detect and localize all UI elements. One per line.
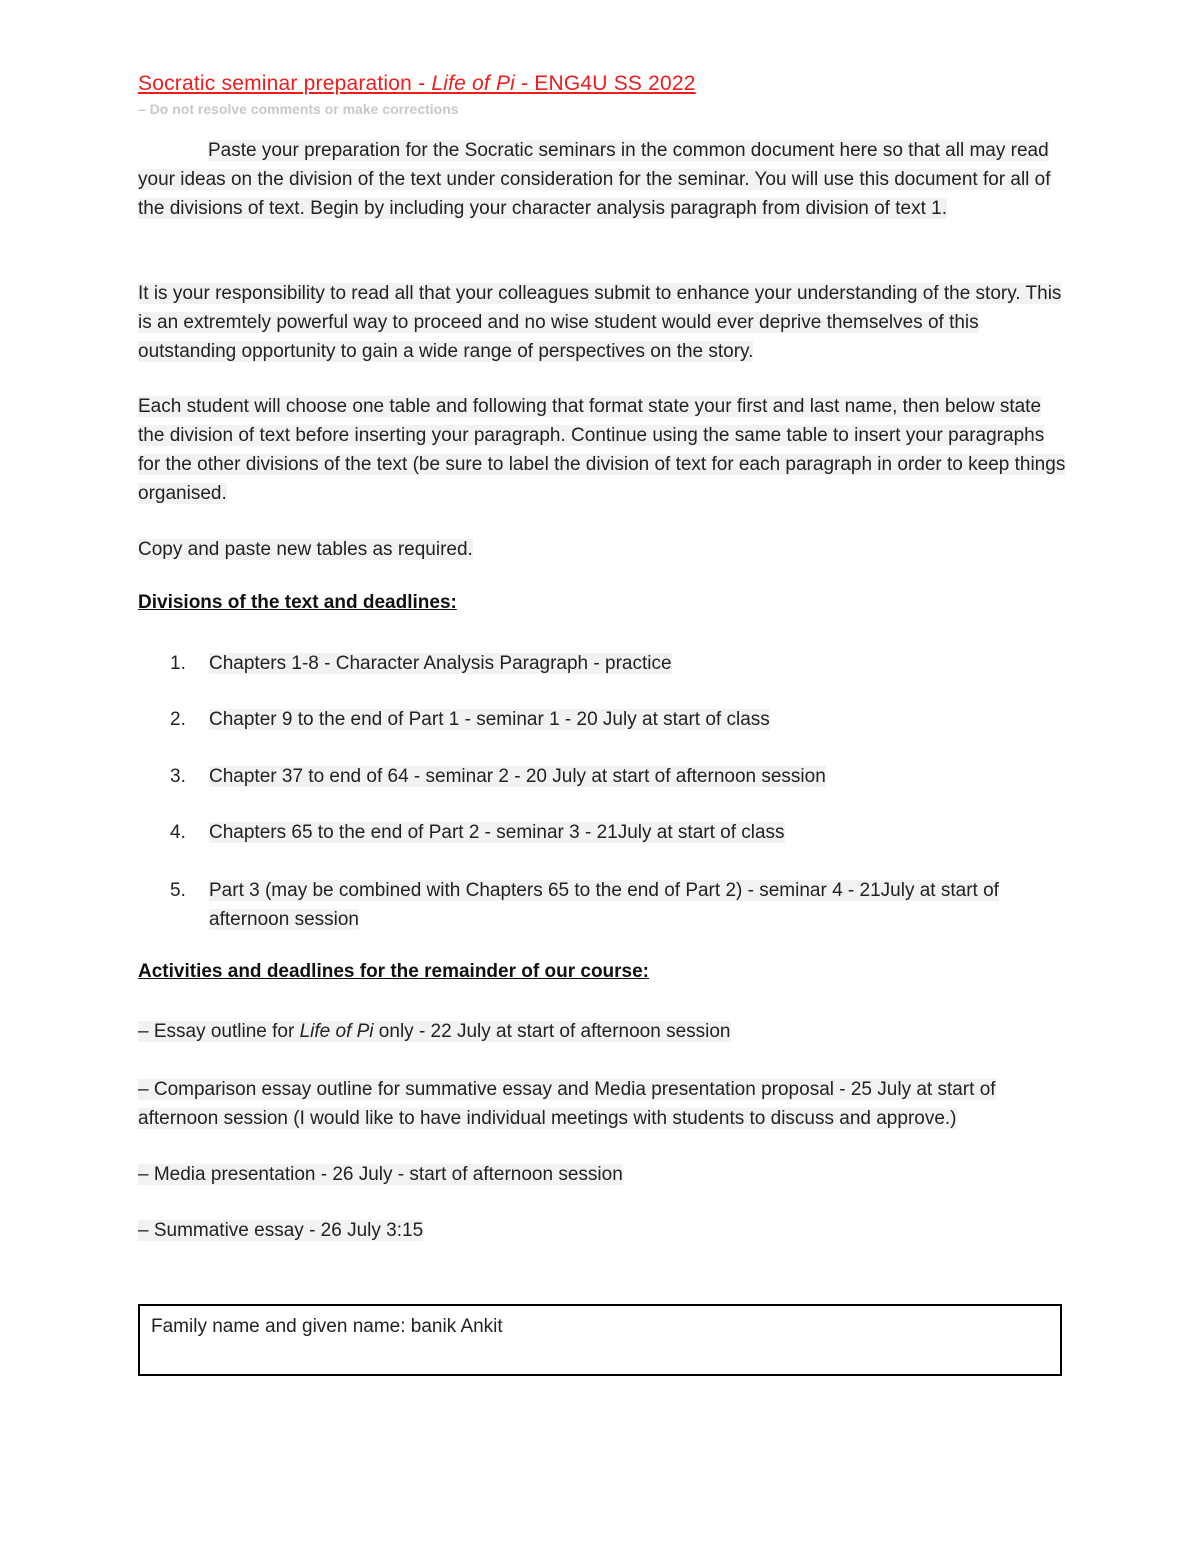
division-item — [170, 705, 1070, 734]
division-item — [170, 876, 1070, 934]
division-item-text: Chapters 1-8 - Character Analysis Paragraph - practice — [209, 653, 672, 674]
intro-paragraph-3-text: Each student will choose one table and following that format state your first and last name, then below state the division of text before inserting your paragraph. Continue using the same table to insert your paragraphs for the other divisions of the text (be sure to label the division of text for each paragraph in order to keep things organised. — [138, 396, 1066, 504]
activity-item-4-text: – Summative essay - 26 July 3:15 — [138, 1220, 424, 1241]
activity-item — [138, 1075, 1068, 1133]
activities-heading: Activities and deadlines for the remainder of our course: — [138, 961, 650, 982]
division-item-number: 1. — [170, 653, 186, 674]
activity-item — [138, 1216, 1068, 1245]
intro-paragraph-2-text: It is your responsibility to read all that your colleagues submit to enhance your understanding of the story. This is an extremtely powerful way to proceed and no wise student would ever deprive themselves of this outstanding opportunity to gain a wide range of perspectives on the story. — [138, 283, 1062, 362]
division-item-text: Chapter 37 to end of 64 - seminar 2 - 20 July at start of afternoon session — [209, 766, 826, 787]
division-item-number: 5. — [170, 880, 186, 901]
divisions-heading: Divisions of the text and deadlines: — [138, 592, 457, 613]
division-item-number: 3. — [170, 766, 186, 787]
title-italic: Life of Pi — [431, 72, 516, 95]
student-name-label: Family name and given name: banik Ankit — [151, 1316, 503, 1337]
division-item-number: 2. — [170, 709, 186, 730]
activity-item-1-prefix: – Essay outline for — [138, 1021, 300, 1042]
division-item-text: Part 3 (may be combined with Chapters 65 to the end of Part 2) - seminar 4 - 21July at start of afternoon session — [209, 880, 999, 930]
student-name-table[interactable] — [138, 1304, 1062, 1376]
title-suffix: - ENG4U SS 2022 — [515, 72, 696, 95]
activity-item-2-text: – Comparison essay outline for summative essay and Media presentation proposal - 25 July at start of afternoon session (I would like to have individual meetings with students to discuss and approve.) — [138, 1079, 996, 1129]
activity-item-1-italic: Life of Pi — [299, 1021, 374, 1042]
division-item-number: 4. — [170, 822, 186, 843]
document-title — [138, 72, 696, 96]
title-prefix: Socratic seminar preparation - — [138, 72, 432, 95]
division-item-text: Chapter 9 to the end of Part 1 - seminar 1 - 20 July at start of class — [209, 709, 770, 730]
intro-paragraph-4 — [138, 535, 1068, 564]
intro-paragraph-1 — [138, 136, 1068, 223]
activity-item-3-text: – Media presentation - 26 July - start of afternoon session — [138, 1164, 623, 1185]
activity-item — [138, 1160, 1068, 1189]
intro-paragraph-2 — [138, 279, 1068, 366]
division-item — [170, 818, 1070, 847]
division-item — [170, 649, 1070, 678]
intro-paragraph-4-text: Copy and paste new tables as required. — [138, 539, 473, 560]
intro-paragraph-1-text: Paste your preparation for the Socratic seminars in the common document here so that all may read your ideas on the division of the text under consideration for the seminar. You will use this document for all of the divisions of text. Begin by including your character analysis paragraph from division of text 1. — [138, 140, 1051, 219]
document-subtitle: – Do not resolve comments or make corrections — [138, 101, 459, 117]
activity-item-1-suffix: only - 22 July at start of afternoon session — [373, 1021, 731, 1042]
activity-item — [138, 1017, 1068, 1046]
intro-paragraph-3 — [138, 392, 1068, 508]
division-item-text: Chapters 65 to the end of Part 2 - seminar 3 - 21July at start of class — [209, 822, 785, 843]
division-item — [170, 762, 1070, 791]
